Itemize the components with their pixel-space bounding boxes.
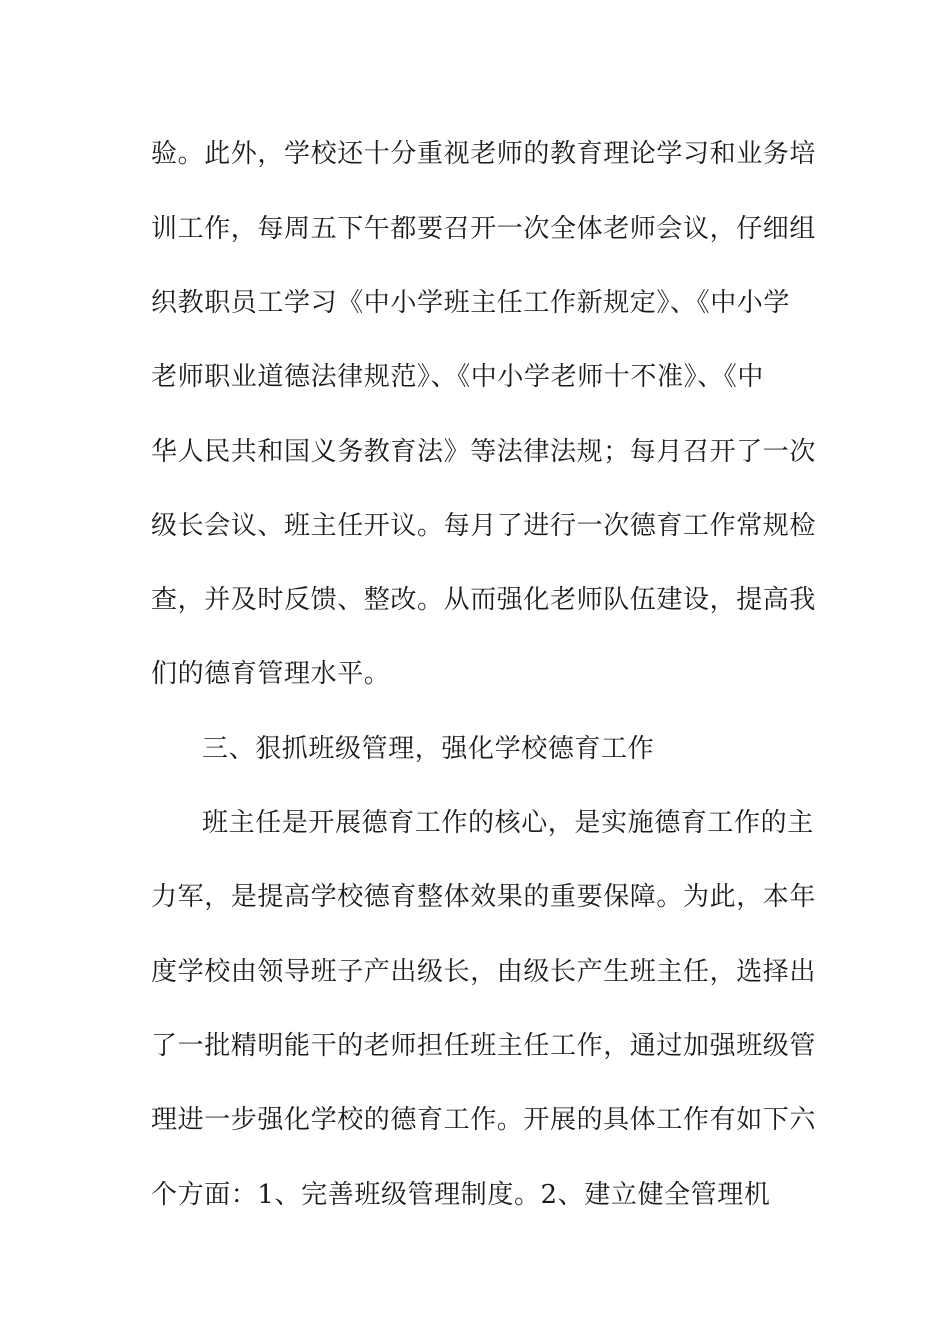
text-line-4: 老师职业道德法律规范》、《中小学老师十不准》、《中: [151, 362, 765, 392]
text-line-1: 验。此外，学校还十分重视老师的教育理论学习和业务培: [151, 139, 817, 169]
text-line-12: 度学校由领导班子产出级长，由级长产生班主任，选择出: [151, 957, 817, 987]
text-line-11: 力军，是提高学校德育整体效果的重要保障。为此，本年: [151, 882, 817, 912]
text-line-3: 织教职员工学习《中小学班主任工作新规定》、《中小学: [151, 288, 791, 318]
text-line-8: 们的德育管理水平。: [151, 659, 391, 689]
text-line-6: 级长会议、班主任开议。每月了进行一次德育工作常规检: [151, 511, 817, 541]
text-line-10: 班主任是开展德育工作的核心，是实施德育工作的主: [202, 808, 814, 838]
text-line-13: 了一批精明能干的老师担任班主任工作，通过加强班级管: [151, 1031, 817, 1061]
text-line-14: 理进一步强化学校的德育工作。开展的具体工作有如下六: [151, 1105, 817, 1135]
text-line-5: 华人民共和国义务教育法》等法律法规；每月召开了一次: [151, 437, 817, 467]
text-line-2: 训工作，每周五下午都要召开一次全体老师会议，仔细组: [151, 214, 817, 244]
section-heading: 三、狠抓班级管理，强化学校德育工作: [202, 734, 655, 764]
text-line-15: 个方面：1、完善班级管理制度。2、建立健全管理机: [151, 1180, 771, 1210]
text-line-7: 查，并及时反馈、整改。从而强化老师队伍建设，提高我: [151, 585, 817, 615]
